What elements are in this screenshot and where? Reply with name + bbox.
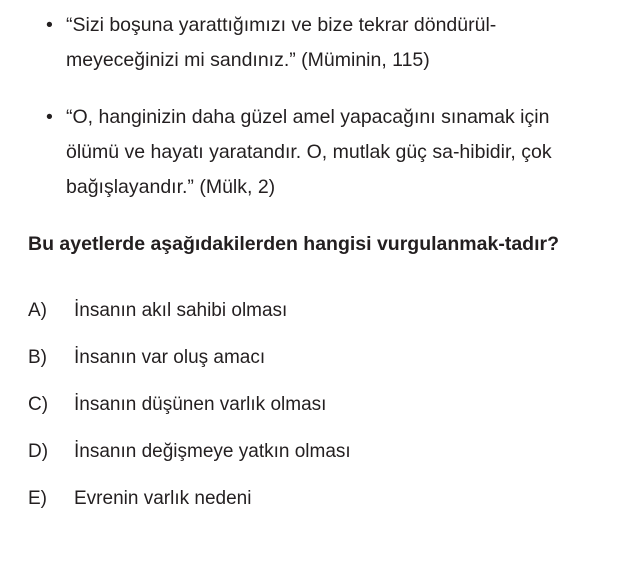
option-letter: A) — [28, 300, 47, 321]
option-text: İnsanın değişmeye yatkın olması — [74, 441, 351, 462]
quote-text: “Sizi boşuna yarattığımızı ve bize tekrar döndürül-meyeceğinizi mi sandınız.” (Müminin, 115) — [66, 14, 497, 71]
list-item — [22, 100, 598, 205]
list-item[interactable] — [28, 437, 598, 466]
option-letter: D) — [28, 441, 49, 462]
option-text: İnsanın düşünen varlık olması — [74, 394, 327, 415]
list-item — [22, 8, 598, 78]
option-text: Evrenin varlık nedeni — [74, 488, 252, 509]
option-letter: E) — [28, 488, 47, 509]
list-item[interactable] — [28, 296, 598, 325]
bullet-icon: • — [46, 14, 53, 36]
list-item[interactable] — [28, 484, 598, 513]
list-item[interactable] — [28, 343, 598, 372]
quote-list — [22, 8, 598, 205]
answer-options — [22, 296, 598, 513]
option-letter: C) — [28, 394, 49, 415]
list-item[interactable] — [28, 390, 598, 419]
quote-text: “O, hanginizin daha güzel amel yapacağını sınamak için ölümü ve hayatı yaratandır. O, mutlak güç sa-hibidir, çok bağışlayandır.” (Mülk, 2) — [66, 106, 552, 198]
question-prompt: Bu ayetlerde aşağıdakilerden hangisi vurgulanmak-tadır? — [28, 233, 559, 255]
option-letter: B) — [28, 347, 47, 368]
bullet-icon: • — [46, 106, 53, 128]
option-text: İnsanın akıl sahibi olması — [74, 300, 288, 321]
option-text: İnsanın var oluş amacı — [74, 347, 266, 368]
